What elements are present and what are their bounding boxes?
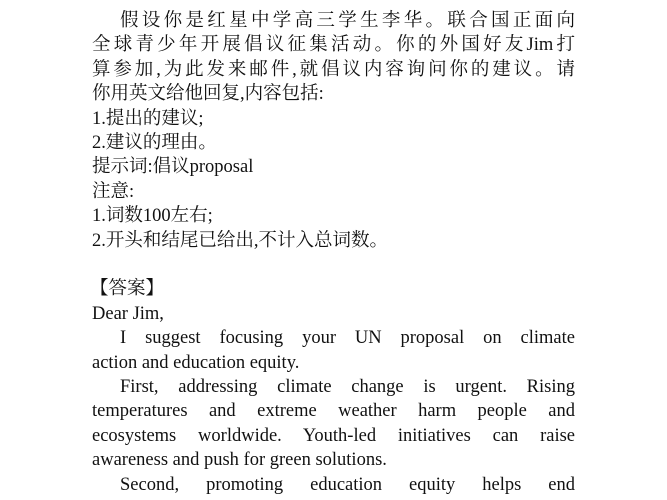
- requirement-2: 2.建议的理由。: [92, 133, 217, 154]
- question-line-2: 全球青少年开展倡议征集活动。你的外国好友Jim打: [92, 35, 575, 56]
- question-line-3: 算参加,为此发来邮件,就倡议内容询问你的建议。请: [92, 59, 575, 80]
- notice-2: 2.开头和结尾已给出,不计入总词数。: [92, 230, 389, 251]
- salutation: Dear Jim,: [92, 303, 164, 324]
- answer-line-4: temperatures and extreme weather harm people and: [92, 401, 575, 422]
- answer-line-7: Second, promoting education equity helps end: [120, 474, 575, 495]
- question-line-4: 你用英文给他回复,内容包括:: [92, 84, 324, 105]
- notice-label: 注意:: [92, 181, 135, 202]
- answer-line-1: I suggest focusing your UN proposal on climate: [120, 328, 575, 349]
- question-block: [92, 9, 575, 253]
- answer-block: [92, 277, 575, 497]
- hint-word: 提示词:倡议proposal: [92, 157, 254, 178]
- notice-1: 1.词数100左右;: [92, 206, 213, 227]
- answer-line-6: awareness and push for green solutions.: [92, 450, 387, 471]
- answer-line-2: action and education equity.: [92, 352, 300, 373]
- answer-line-3: First, addressing climate change is urgent. Rising: [120, 377, 575, 398]
- requirement-1: 1.提出的建议;: [92, 108, 204, 129]
- spacer: [92, 253, 575, 277]
- answer-heading: 【答案】: [90, 279, 165, 300]
- document-page: [92, 9, 575, 497]
- question-line-1: 假设你是红星中学高三学生李华。联合国正面向: [120, 11, 575, 31]
- answer-line-5: ecosystems worldwide. Youth-led initiatives can raise: [92, 425, 575, 446]
